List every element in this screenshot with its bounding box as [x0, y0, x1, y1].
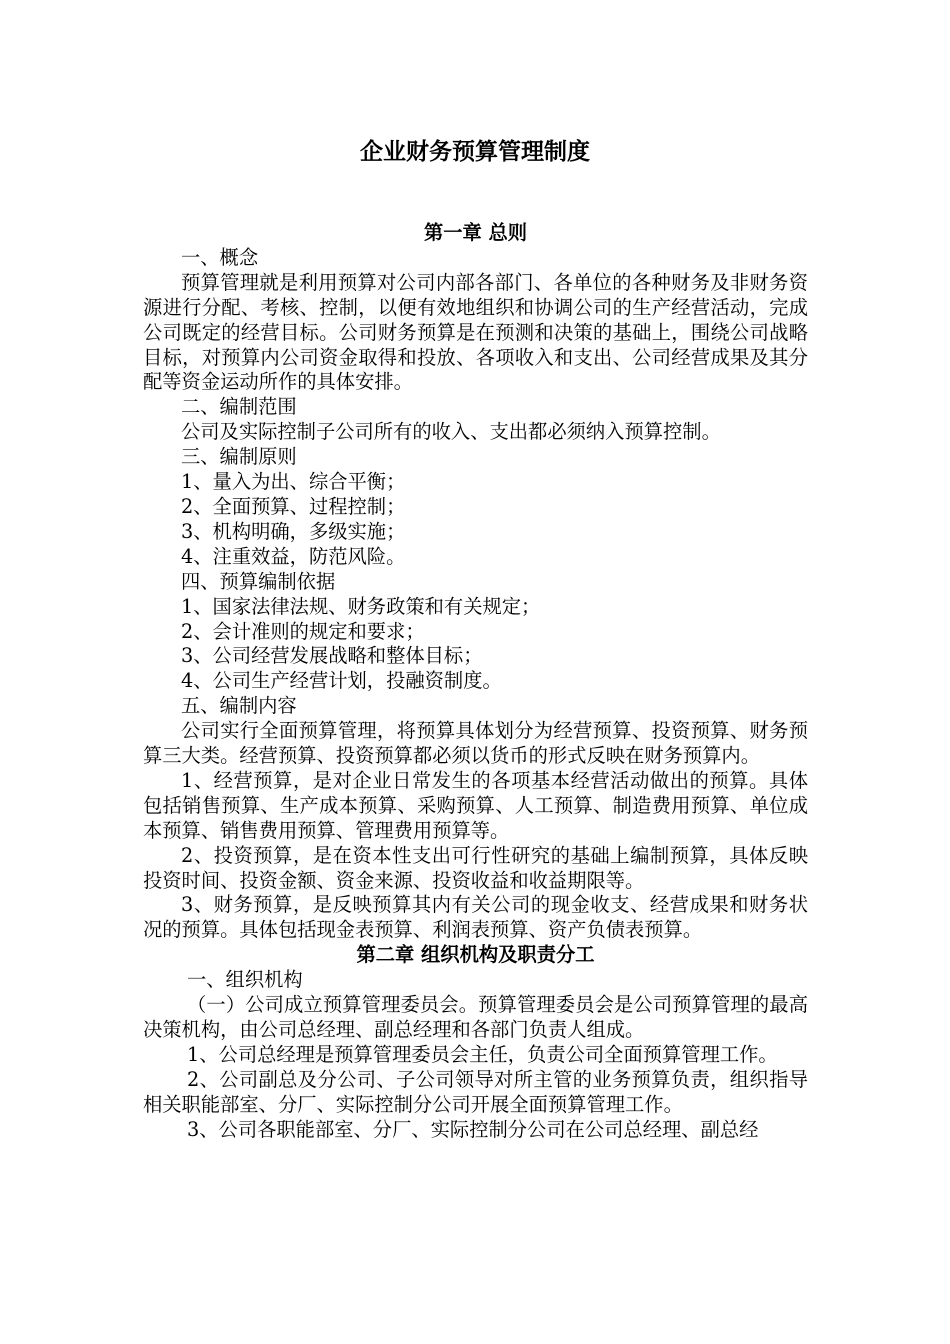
paragraph-committee: （一）公司成立预算管理委员会。预算管理委员会是公司预算管理的最高决策机构，由公司总经理、副总经理和各部门负责人组成。 — [143, 993, 808, 1041]
section-heading-basis: 四、预算编制依据 — [181, 569, 336, 593]
document-body — [143, 221, 808, 1143]
list-item: 4、公司生产经营计划，投融资制度。 — [181, 669, 502, 693]
list-item: 2、全面预算、过程控制； — [181, 494, 406, 518]
paragraph-operating-budget: 1、经营预算，是对企业日常发生的各项基本经营活动做出的预算。具体包括销售预算、生产成本预算、采购预算、人工预算、制造费用预算、单位成本预算、销售费用预算、管理费用预算等。 — [143, 768, 808, 842]
document-title: 企业财务预算管理制度 — [360, 139, 590, 165]
paragraph-scope: 公司及实际控制子公司所有的收入、支出都必须纳入预算控制。 — [181, 420, 721, 444]
list-item: 3、机构明确，多级实施； — [181, 519, 406, 543]
paragraph-investment-budget: 2、投资预算，是在资本性支出可行性研究的基础上编制预算，具体反映投资时间、投资金额、资金来源、投资收益和收益期限等。 — [143, 843, 808, 892]
section-heading-concept: 一、概念 — [181, 245, 259, 269]
chapter-heading-2: 第二章 组织机构及职责分工 — [356, 943, 595, 967]
section-heading-principles: 三、编制原则 — [181, 445, 297, 469]
paragraph-deputy-managers: 2、公司副总及分公司、子公司领导对所主管的业务预算负责，组织指导相关职能部室、分厂、实际控制分公司开展全面预算管理工作。 — [143, 1067, 808, 1116]
section-heading-content: 五、编制内容 — [181, 694, 297, 718]
paragraph-general-manager: 1、公司总经理是预算管理委员会主任，负责公司全面预算管理工作。 — [187, 1042, 778, 1066]
chapter-heading-1: 第一章 总则 — [423, 221, 528, 244]
list-item: 1、量入为出、综合平衡； — [181, 470, 406, 494]
section-heading-scope: 二、编制范围 — [181, 395, 297, 419]
list-item: 4、注重效益，防范风险。 — [181, 544, 406, 568]
paragraph-departments: 3、公司各职能部室、分厂、实际控制分公司在公司总经理、副总经 — [187, 1117, 759, 1141]
paragraph-concept: 预算管理就是利用预算对公司内部各部门、各单位的各种财务及非财务资源进行分配、考核、控制，以便有效地组织和协调公司的生产经营活动，完成公司既定的经营目标。公司财务预算是在预测和决策的基础上，围绕公司战略目标，对预算内公司资金取得和投放、各项收入和支出、公司经营成果及其分配等资金运动所作的具体安排。 — [143, 270, 808, 394]
list-item: 1、国家法律法规、财务政策和有关规定； — [181, 594, 541, 618]
section-heading-organization: 一、组织机构 — [187, 968, 303, 992]
paragraph-content: 公司实行全面预算管理，将预算具体划分为经营预算、投资预算、财务预算三大类。经营预算、投资预算都必须以货币的形式反映在财务预算内。 — [143, 719, 808, 768]
list-item: 3、公司经营发展战略和整体目标； — [181, 644, 483, 668]
paragraph-financial-budget: 3、财务预算，是反映预算其内有关公司的现金收支、经营成果和财务状况的预算。具体包括现金表预算、利润表预算、资产负债表预算。 — [143, 893, 808, 942]
list-item: 2、会计准则的规定和要求； — [181, 619, 425, 643]
